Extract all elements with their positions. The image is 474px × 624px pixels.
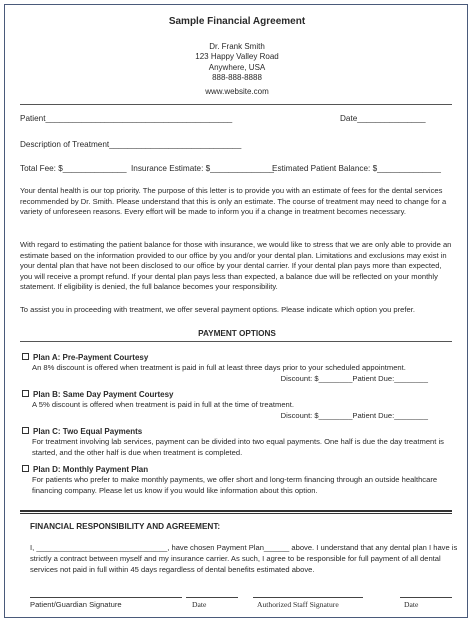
plan-b-title: Plan B: Same Day Payment Courtesy <box>33 390 174 399</box>
plan-c-text: For treatment involving lab services, payment can be divided into two equal payments. One half is due the day treatment is started, and the other half is due when treatment is completed. <box>32 437 444 457</box>
payment-options-heading: PAYMENT OPTIONS <box>198 329 276 338</box>
staff-signature-label: Authorized Staff Signature <box>257 600 339 609</box>
agreement-heading: FINANCIAL RESPONSIBILITY AND AGREEMENT: <box>30 522 221 531</box>
website: www.website.com <box>205 87 269 96</box>
plan-a-checkbox[interactable] <box>22 353 29 360</box>
patient-date-label: Date <box>192 600 207 609</box>
plan-c[interactable] <box>22 427 454 458</box>
date-field[interactable]: Date_______________ <box>340 114 426 123</box>
patient-balance-field[interactable]: Estimated Patient Balance: $______________ <box>272 164 441 173</box>
phone-number: 888-888-8888 <box>212 73 262 82</box>
plan-a[interactable] <box>22 353 454 384</box>
staff-date-line[interactable] <box>400 597 452 598</box>
options-divider <box>20 341 452 342</box>
street-address: 123 Happy Valley Road <box>195 52 279 61</box>
plan-d-title: Plan D: Monthly Payment Plan <box>33 465 149 474</box>
plan-a-text: An 8% discount is offered when treatment is paid in full at least three days prior to your scheduled appointment. <box>32 363 406 373</box>
options-intro-paragraph: To assist you in proceeding with treatment, we offer several payment options. Please indicate which option you prefer. <box>20 305 415 314</box>
document-title: Sample Financial Agreement <box>168 16 306 27</box>
city-address: Anywhere, USA <box>208 63 266 72</box>
staff-signature-line[interactable] <box>253 597 363 598</box>
plan-d[interactable] <box>22 465 454 496</box>
patient-signature-line[interactable] <box>30 597 182 598</box>
total-fee-field[interactable]: Total Fee: $______________ <box>20 164 127 173</box>
patient-date-line[interactable] <box>186 597 238 598</box>
agreement-text: I, _______________________________, have chosen Payment Plan______ above. I understand that any dental plan I have is strictly a contract between myself and my insurance carrier. As such, I agree to be responsible for full payment of all dental services not paid in full within 45 days regardless of dental benefits estimated above. <box>30 543 458 574</box>
plan-c-checkbox[interactable] <box>22 427 29 434</box>
plan-d-checkbox[interactable] <box>22 465 29 472</box>
insurance-estimate-field[interactable]: Insurance Estimate: $______________ <box>131 164 274 173</box>
plan-a-discount[interactable]: Discount: $________Patient Due:________ <box>280 373 428 383</box>
plan-b[interactable] <box>22 390 454 421</box>
plan-b-discount[interactable]: Discount: $________Patient Due:________ <box>280 410 428 420</box>
plan-b-checkbox[interactable] <box>22 390 29 397</box>
header-divider <box>20 104 452 105</box>
staff-date-label: Date <box>404 600 419 609</box>
plan-a-title: Plan A: Pre-Payment Courtesy <box>33 353 149 362</box>
intro-paragraph: Your dental health is our top priority. The purpose of this letter is to provide you with an estimate of fees for the dental services recommended by Dr. Smith. Please understand that this is only an estimate. The course of treatment may need to change for a variety of unforeseen reasons. Every effort will be made to inform you if a change in treatment becomes necessary. <box>20 186 447 217</box>
patient-signature-label: Patient/Guardian Signature <box>30 600 122 609</box>
treatment-description-field[interactable]: Description of Treatment_____________________________ <box>20 140 242 149</box>
plan-b-text: A 5% discount is offered when treatment is paid in full at the time of treatment. <box>32 400 294 410</box>
plan-d-text: For patients who prefer to make monthly payments, we offer short and long-term financing through an outside healthcare financing company. Please let us know if you would like information about this option. <box>32 475 438 495</box>
agreement-divider <box>20 510 452 514</box>
plan-c-title: Plan C: Two Equal Payments <box>33 427 143 436</box>
insurance-paragraph: With regard to estimating the patient balance for those with insurance, we would like to stress that we are only able to provide an estimate based on the information provided to our office by you and/or your dental plan. Limitations and exclusions may exist in your dental plan that have not been disclosed to our office by your dental carrier. If your dental plan pays more than expected, you will receive a prompt refund. If your dental plan pays less than expected, a balance due will be reflected on your monthly statement. If eligibility is denied, the full balance becomes your responsibility. <box>20 240 452 292</box>
patient-field[interactable]: Patient_________________________________________ <box>20 114 233 123</box>
doctor-name: Dr. Frank Smith <box>209 42 265 51</box>
